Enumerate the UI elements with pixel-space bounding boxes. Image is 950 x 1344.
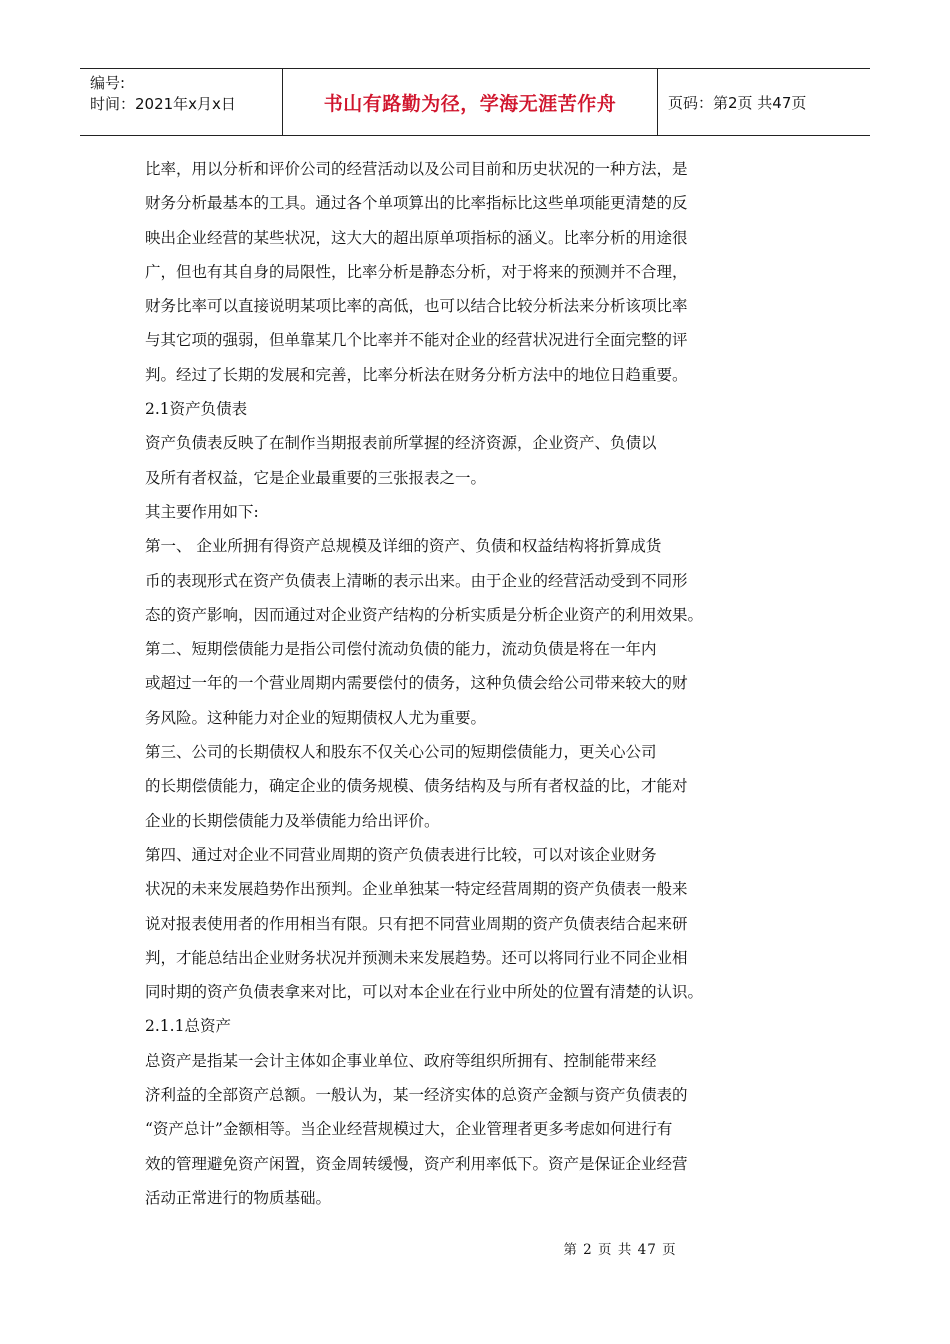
body-line: 第三、公司的长期债权人和股东不仅关心公司的短期偿债能力，更关心公司 [145,743,657,762]
body-line: 说对报表使用者的作用相当有限。只有把不同营业周期的资产负债表结合起来研 [145,914,688,933]
footer-page-number: 第 2 页 共 47 页 [563,1242,677,1258]
body-line: 财务分析最基本的工具。通过各个单项算出的比率指标比这些单项能更清楚的反 [145,194,688,213]
body-line: 企业的长期偿债能力及举债能力给出评价。 [145,811,440,830]
body-line: 2.1资产负债表 [145,400,248,419]
body-line: “资产总计”金额相等。当企业经营规模过大，企业管理者更多考虑如何进行有 [145,1120,673,1139]
document-body [145,152,730,1215]
header-page-info: 页码：第2页 共47页 [668,93,807,112]
body-line: 判，才能总结出企业财务状况并预测未来发展趋势。还可以将同行业不同企业相 [145,948,688,967]
body-line: 财务比率可以直接说明某项比率的高低，也可以结合比较分析法来分析该项比率 [145,297,688,316]
body-line: 广，但也有其自身的局限性，比率分析是静态分析，对于将来的预测并不合理， [145,262,688,281]
body-line: 效的管理避免资产闲置，资金周转缓慢，资产利用率低下。资产是保证企业经营 [145,1154,688,1173]
body-line: 务风险。这种能力对企业的短期债权人尤为重要。 [145,708,487,727]
body-line: 态的资产影响，因而通过对企业资产结构的分析实质是分析企业资产的利用效果。 [145,605,704,624]
body-line: 其主要作用如下: [145,502,259,521]
body-line: 判。经过了长期的发展和完善，比率分析法在财务分析方法中的地位日趋重要。 [145,365,688,384]
body-line: 济利益的全部资产总额。一般认为，某一经济实体的总资产金额与资产负债表的 [145,1086,688,1105]
body-line: 活动正常进行的物质基础。 [145,1188,332,1207]
body-line: 总资产是指某一会计主体如企事业单位、政府等组织所拥有、控制能带来经 [145,1051,657,1070]
page-header [80,68,870,136]
page-footer [0,1238,950,1258]
body-line: 的长期偿债能力，确定企业的债务规模、债务结构及与所有者权益的比，才能对 [145,777,688,796]
body-line: 与其它项的强弱，但单靠某几个比率并不能对企业的经营状况进行全面完整的评 [145,331,688,350]
header-motto: 书山有路勤为径，学海无涯苦作舟 [282,69,658,135]
body-line: 及所有者权益，它是企业最重要的三张报表之一。 [145,468,487,487]
body-line: 第一、 企业所拥有得资产总规模及详细的资产、负债和权益结构将折算成货 [145,537,662,556]
body-line: 资产负债表反映了在制作当期报表前所掌握的经济资源，企业资产、负债以 [145,434,657,453]
document-number-label: 编号: [90,74,126,92]
body-line: 比率，用以分析和评价公司的经营活动以及公司目前和历史状况的一种方法，是 [145,160,688,178]
header-meta [80,69,282,135]
body-line: 状况的未来发展趋势作出预判。企业单独某一特定经营周期的资产负债表一般来 [145,880,688,899]
body-line: 映出企业经营的某些状况，这大大的超出原单项指标的涵义。比率分析的用途很 [145,228,688,247]
body-line: 币的表现形式在资产负债表上清晰的表示出来。由于企业的经营活动受到不同形 [145,571,688,590]
body-line: 同时期的资产负债表拿来对比，可以对本企业在行业中所处的位置有清楚的认识。 [145,983,704,1002]
body-line: 第二、短期偿债能力是指公司偿付流动负债的能力，流动负债是将在一年内 [145,640,657,659]
document-time: 时间：2021年x月x日 [90,95,236,113]
body-line: 2.1.1总资产 [145,1017,231,1036]
body-line: 第四、通过对企业不同营业周期的资产负债表进行比较，可以对该企业财务 [145,845,657,864]
body-line: 或超过一年的一个营业周期内需要偿付的债务，这种负债会给公司带来较大的财 [145,674,688,693]
